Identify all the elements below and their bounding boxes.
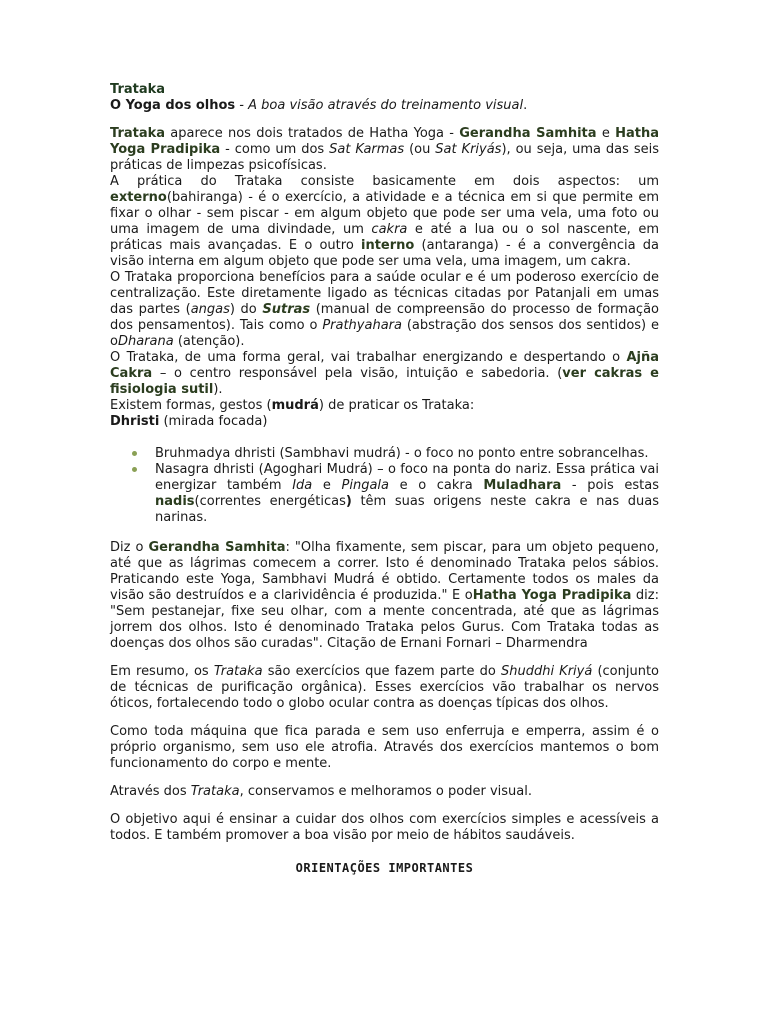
text: - como um dos bbox=[220, 142, 330, 157]
text: ) de praticar os Trataka: bbox=[318, 398, 475, 413]
term-trataka: Trataka bbox=[213, 664, 263, 679]
link-ver-cakras[interactable]: ver cakras e fisiologia sutil bbox=[110, 366, 659, 397]
paragraph-objective: O objetivo aqui é ensinar a cuidar dos olhos com exercícios simples e acessíveis a todos. E também promover a boa visão por meio de hábitos saudáveis. bbox=[110, 812, 659, 843]
paragraph-summary bbox=[110, 664, 659, 712]
paragraph-machine: Como toda máquina que fica parada e sem uso enferruja e emperra, assim é o próprio organismo, sem uso ele atrofia. Através dos exercícios mantemos o bom funcionamento do corpo e mente. bbox=[110, 724, 659, 771]
paragraph-dhristi bbox=[110, 414, 659, 430]
subtitle-italic: - A boa visão através do treinamento visual bbox=[235, 98, 524, 113]
document-page bbox=[110, 82, 659, 876]
text: ) bbox=[345, 494, 352, 509]
text: - pois estas bbox=[561, 478, 659, 493]
text: O Trataka, de uma forma geral, vai trabalhar energizando e despertando o bbox=[110, 350, 627, 365]
text: : "Olha fixamente, sem piscar, para um objeto pequeno, até que as lágrimas comecem a correr. Isto é denominado Trataka pelos sábios. Praticando este Yoga, Sambhavi Mudrá é obtido. Certamente todos os males da visão são destruídos e a clarividência é produzida." E o bbox=[110, 540, 659, 603]
text: Em resumo, os bbox=[110, 664, 214, 679]
paragraph-conserve bbox=[110, 784, 659, 800]
text: aparece nos dois tratados de Hatha Yoga - bbox=[165, 126, 460, 141]
term-interno: interno bbox=[361, 238, 415, 253]
text: (bahiranga) - é o exercício, a atividade e a técnica em si que permite em fixar o olhar - sem piscar - em algum objeto que pode ser uma vela, uma foto ou uma imagem de uma divindade, um bbox=[110, 190, 659, 237]
paragraph-forms bbox=[110, 398, 659, 414]
term-trataka: Trataka bbox=[190, 784, 240, 799]
term-cakra: cakra bbox=[371, 222, 408, 237]
text: (antaranga) - é a convergência da visão interna em algum objeto que pode ser uma vela, uma imagem, um cakra. bbox=[110, 238, 660, 269]
paragraph-quotes bbox=[110, 540, 659, 652]
text: têm suas origens neste cakra e nas duas narinas. bbox=[155, 494, 659, 525]
text: (conjunto de técnicas de purificação orgânica). Esses exercícios vão trabalhar os nervos óticos, fortalecendo todo o globo ocular contra as doenças típicas dos olhos. bbox=[110, 664, 660, 711]
text: Existem formas, gestos ( bbox=[110, 398, 272, 413]
term-sat-karmas: Sat Karmas bbox=[329, 142, 405, 157]
text: Nasagra dhristi (Agoghari Mudrá) – o foco na ponta do nariz. Essa prática vai energizar também bbox=[155, 462, 659, 493]
text: (ou bbox=[404, 142, 436, 157]
subtitle-bold: O Yoga dos olhos bbox=[110, 98, 236, 113]
text: (manual de compreensão do processo de formação dos pensamentos). Tais como o bbox=[110, 302, 659, 333]
term-dhristi: Dhristi bbox=[110, 414, 160, 429]
term-ajna-cakra: Ajña Cakra bbox=[110, 350, 659, 381]
paragraph-benefits bbox=[110, 270, 659, 350]
term-prathyahara: Prathyahara bbox=[322, 318, 402, 333]
text: O Trataka proporciona benefícios para a saúde ocular e é um poderoso exercício de centralização. Este diretamente ligado as técnicas citadas por Patanjali em umas das partes ( bbox=[110, 270, 659, 317]
term-dharana: Dharana bbox=[117, 334, 174, 349]
text: A prática do Trataka consiste basicamente em dois aspectos: um bbox=[110, 174, 659, 189]
term-externo: externo bbox=[110, 190, 167, 205]
text: e bbox=[596, 126, 616, 141]
term-pingala: Pingala bbox=[341, 478, 389, 493]
document-subtitle bbox=[110, 98, 659, 114]
text: (mirada focada) bbox=[159, 414, 268, 429]
term-trataka: Trataka bbox=[110, 126, 166, 141]
term-gerandha-samhita: Gerandha Samhita bbox=[148, 540, 286, 555]
term-gerandha: Gerandha Samhita bbox=[459, 126, 597, 141]
text: ), ou seja, uma das seis práticas de limpezas psicofísicas. bbox=[110, 142, 659, 173]
text: e bbox=[312, 478, 342, 493]
term-sat-kriyas: Sat Kriyás bbox=[435, 142, 502, 157]
text: (abstração dos sensos dos sentidos) e o bbox=[110, 318, 659, 349]
paragraph-ajna bbox=[110, 350, 659, 398]
term-hatha: Hatha Yoga Pradipika bbox=[110, 126, 659, 157]
term-angas: angas bbox=[190, 302, 230, 317]
paragraph-intro bbox=[110, 126, 659, 174]
document-title: Trataka bbox=[110, 82, 166, 97]
text: (atenção). bbox=[173, 334, 245, 349]
term-mudra: mudrá bbox=[271, 398, 319, 413]
text: e o cakra bbox=[389, 478, 484, 493]
text: e até a lua ou o sol nascente, em práticas mais avançadas. E o outro bbox=[110, 222, 659, 253]
term-nadis: nadis bbox=[155, 494, 195, 509]
term-shuddhi-kriya: Shuddhi Kriyá bbox=[500, 664, 593, 679]
text: Bruhmadya dhristi (Sambhavi mudrá) - o foco no ponto entre sobrancelhas. bbox=[155, 446, 649, 461]
text: diz: "Sem pestanejar, fixe seu olhar, com a mente concentrada, até que as lágrimas jorrem dos olhos. Isto é denominado Trataka pelos Gurus. Com Trataka todas as doenças dos olhos são curadas". Citação de Ernani Fornari – Dharmendra bbox=[110, 588, 660, 651]
text: Diz o bbox=[110, 540, 149, 555]
term-hatha-yoga-pradipika: Hatha Yoga Pradipika bbox=[472, 588, 632, 603]
text: ). bbox=[213, 382, 223, 397]
text: (correntes energéticas bbox=[194, 494, 346, 509]
text: Através dos bbox=[110, 784, 191, 799]
subtitle-end: . bbox=[523, 98, 528, 113]
text: – o centro responsável pela visão, intuição e sabedoria. ( bbox=[152, 366, 563, 381]
term-muladhara: Muladhara bbox=[483, 478, 562, 493]
text: são exercícios que fazem parte do bbox=[262, 664, 501, 679]
term-ida: Ida bbox=[292, 478, 313, 493]
paragraph-aspects bbox=[110, 174, 659, 270]
term-sutras: Sutras bbox=[262, 302, 311, 317]
list-item bbox=[155, 446, 659, 462]
list-item bbox=[155, 462, 659, 526]
text: , conservamos e melhoramos o poder visual. bbox=[239, 784, 532, 799]
section-heading: ORIENTAÇÕES IMPORTANTES bbox=[295, 861, 474, 875]
text: ) do bbox=[229, 302, 263, 317]
dhristi-list bbox=[110, 446, 659, 526]
